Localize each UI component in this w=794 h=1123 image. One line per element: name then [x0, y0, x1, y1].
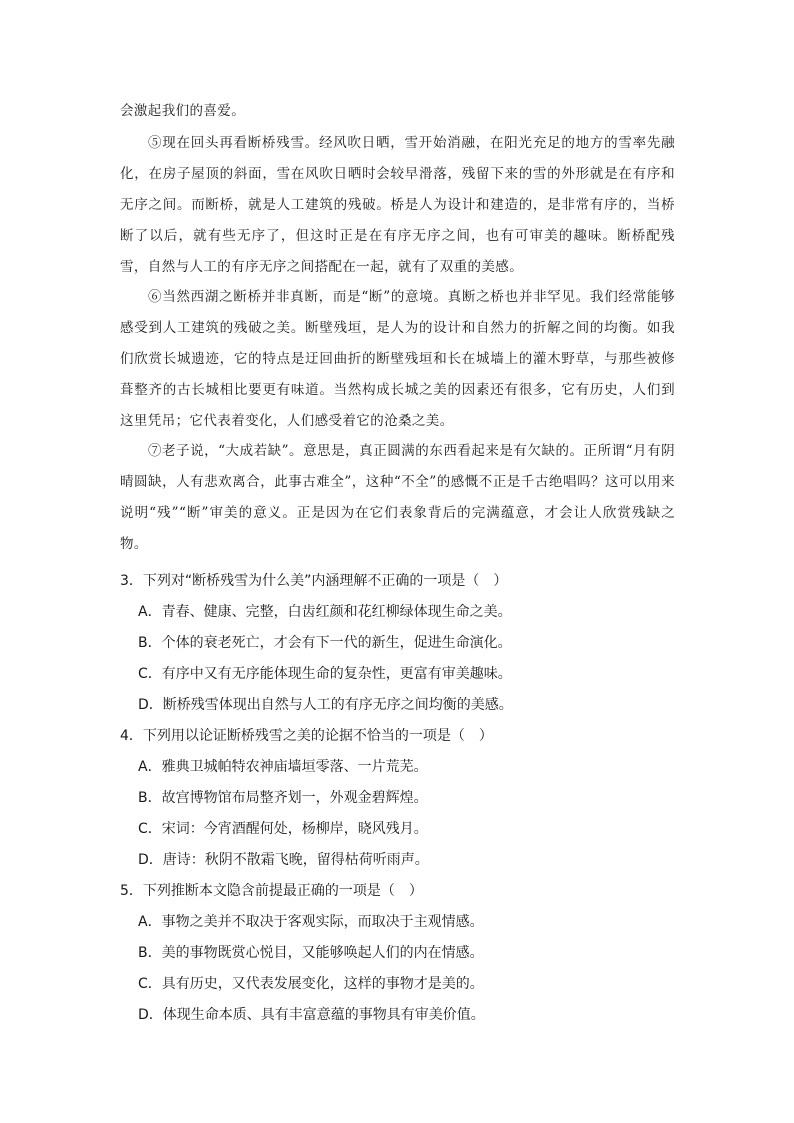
- question-4-option-a[interactable]: A．雅典卫城帕特农神庙墙垣零落、一片荒芜。: [138, 759, 428, 775]
- question-5-option-a[interactable]: A．事物之美并不取决于客观实际，而取决于主观情感。: [138, 914, 484, 930]
- passage-paragraph-6: ⑥当然西湖之断桥并非真断，而是“断”的意境。真断之桥也并非罕见。我们经常能够感受到人工建筑的残破之美。断壁残垣，是人为的设计和自然力的折解之间的均衡。如我们欣赏长城遗迹，它的特点是迂回曲折的断壁残垣和长在城墙上的灌木野草，与那些被修葺整齐的古长城相比要更有味道。当然构成长城之美的因素还有很多，它有历史，人们到这里凭吊；它代表着变化，人们感受着它的沧桑之美。: [120, 289, 675, 429]
- question-3-stem: 3．下列对“断桥残雪为什么美”内涵理解不正确的一项是（ ）: [120, 573, 508, 589]
- passage-paragraph-continuation: 会激起我们的喜爱。: [120, 103, 246, 119]
- passage-paragraph-7: ⑦老子说，“大成若缺”。意思是，真正圆满的东西看起来是有欠缺的。正所谓“月有阴晴圆缺，人有悲欢离合，此事古难全”，这种“不全”的感慨不正是千古绝唱吗？这可以用来说明“残”“断”审美的意义。正是因为在它们表象背后的完满蕴意，才会让人欣赏残缺之物。: [120, 443, 675, 552]
- question-3-option-a[interactable]: A．青春、健康、完整，白齿红颜和花红柳绿体现生命之美。: [138, 604, 512, 620]
- question-4-option-b[interactable]: B．故宫博物馆布局整齐划一，外观金碧辉煌。: [138, 790, 428, 806]
- question-5-stem: 5．下列推断本文隐含前提最正确的一项是（ ）: [120, 883, 423, 899]
- question-4-option-d[interactable]: D．唐诗：秋阴不散霜飞晚，留得枯荷听雨声。: [138, 852, 429, 868]
- question-3-option-c[interactable]: C．有序中又有无序能体现生命的复杂性，更富有审美趣味。: [138, 666, 512, 682]
- question-5-option-c[interactable]: C．具有历史，又代表发展变化，这样的事物才是美的。: [138, 976, 484, 992]
- question-4-option-c[interactable]: C．宋词：今宵酒醒何处，杨柳岸，晓风残月。: [138, 821, 428, 837]
- question-3-option-b[interactable]: B．个体的衰老死亡，才会有下一代的新生，促进生命演化。: [138, 635, 512, 651]
- passage-paragraph-5: ⑤现在回头再看断桥残雪。经风吹日晒，雪开始消融，在阳光充足的地方的雪率先融化，在房子屋顶的斜面，雪在风吹日晒时会较早滑落，残留下来的雪的外形就是在有序和无序之间。而断桥，就是人工建筑的残破。桥是人为设计和建造的，是非常有序的，当桥断了以后，就有些无序了，但这时正是在有序无序之间，也有可审美的趣味。断桥配残雪，自然与人工的有序无序之间搭配在一起，就有了双重的美感。: [120, 135, 675, 275]
- question-4-stem: 4．下列用以论证断桥残雪之美的论据不恰当的一项是（ ）: [120, 728, 493, 744]
- question-5-option-b[interactable]: B．美的事物既赏心悦目，又能够唤起人们的内在情感。: [138, 945, 484, 961]
- question-3-option-d[interactable]: D．断桥残雪体现出自然与人工的有序无序之间均衡的美感。: [138, 697, 513, 713]
- question-5-option-d[interactable]: D．体现生命本质、具有丰富意蕴的事物具有审美价值。: [138, 1007, 485, 1023]
